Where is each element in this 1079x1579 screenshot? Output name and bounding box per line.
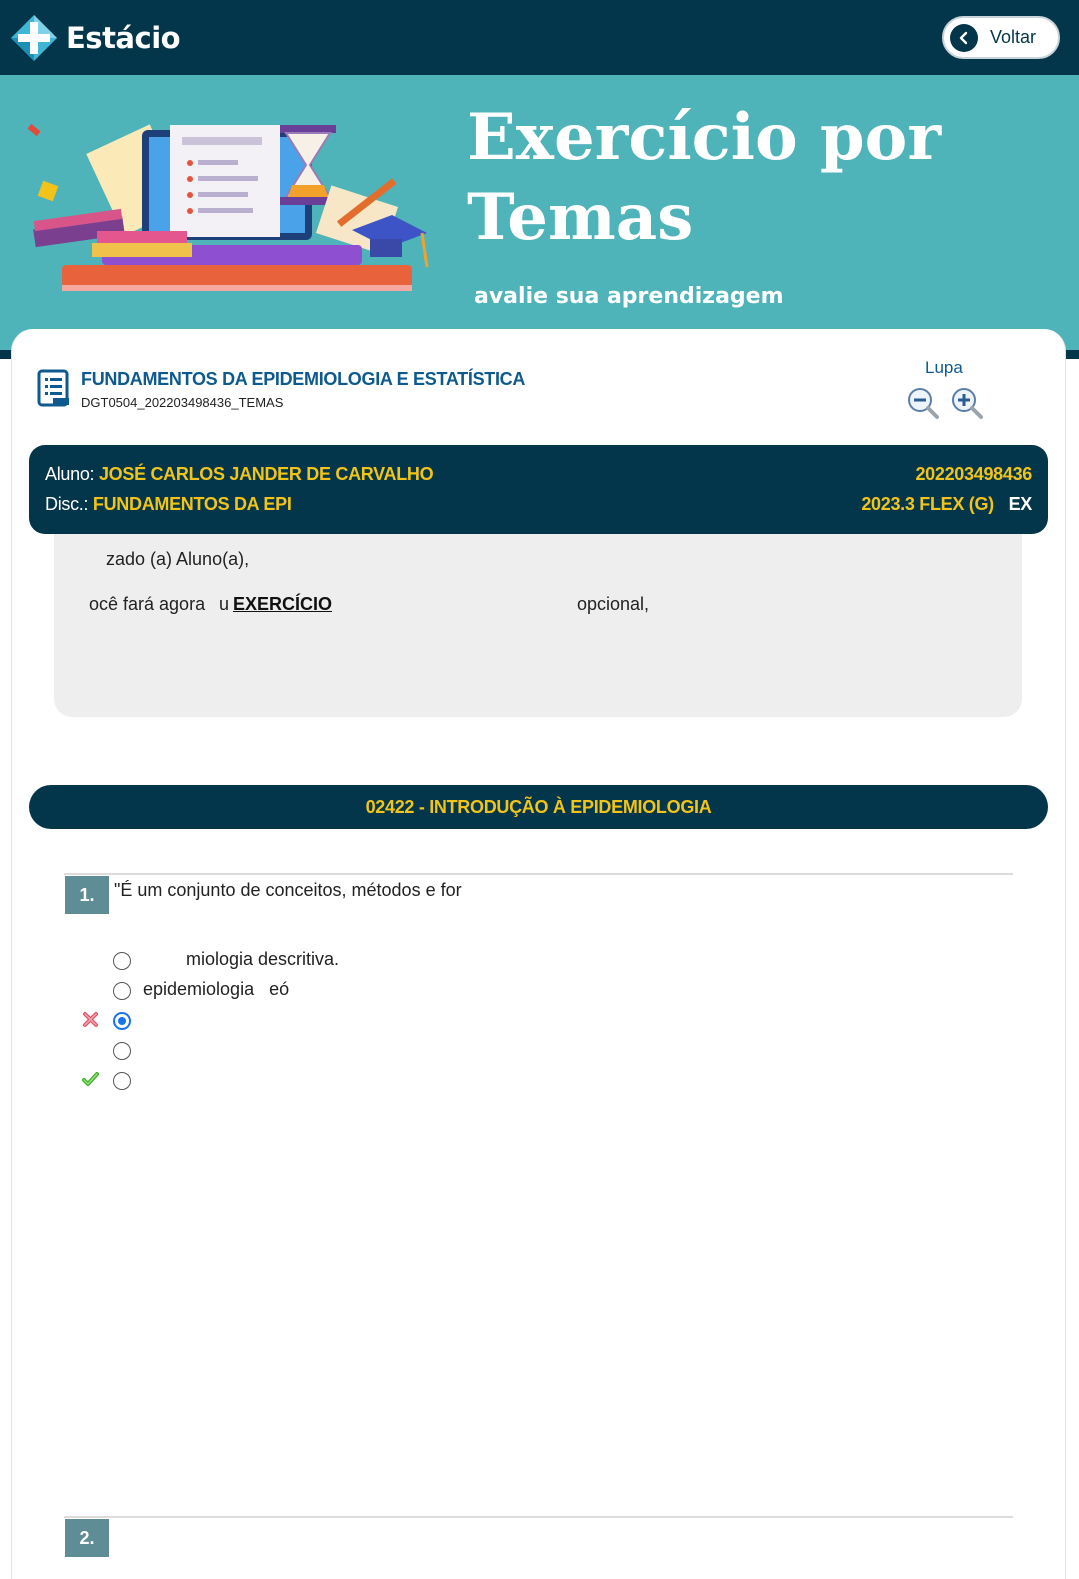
course-code: DGT0504_202203498436_TEMAS <box>81 395 284 410</box>
question-number: 1. <box>65 876 109 914</box>
question-divider <box>64 1516 1013 1518</box>
chevron-left-icon <box>950 24 978 52</box>
zoom-out-icon[interactable] <box>906 386 940 420</box>
topic-header <box>29 785 1048 829</box>
student-registration: 202203498436 <box>915 464 1032 484</box>
instructions-text-b: u <box>219 594 230 614</box>
zoom-in-icon[interactable] <box>950 386 984 420</box>
instructions-greeting: zado (a) Aluno(a), <box>106 549 250 569</box>
option-radio-b[interactable] <box>113 982 131 1000</box>
instructions-box <box>54 534 1022 717</box>
back-button-label: Voltar <box>990 27 1037 47</box>
banner-title: Exercício por Temas <box>467 100 942 255</box>
document-list-icon <box>37 369 71 407</box>
instructions-text-c: opcional, <box>577 594 650 614</box>
question-divider <box>64 873 1013 875</box>
discipline-name: FUNDAMENTOS DA EPI <box>92 494 292 514</box>
top-bar <box>0 0 1079 75</box>
back-button[interactable] <box>942 16 1060 59</box>
study-illustration <box>22 115 452 305</box>
student-info-panel <box>29 445 1048 534</box>
option-text-a: miologia descritiva. <box>186 949 340 969</box>
topic-title: 02422 - INTRODUÇÃO À EPIDEMIOLOGIA <box>365 796 712 817</box>
option-radio-c[interactable] <box>113 1012 131 1030</box>
option-radio-a[interactable] <box>113 952 131 970</box>
option-radio-e[interactable] <box>113 1072 131 1090</box>
student-label: Aluno: <box>45 464 95 484</box>
estacio-logo[interactable] <box>10 14 180 62</box>
question-number: 2. <box>65 1519 109 1557</box>
option-text-b: epidemiologia eó <box>143 979 290 999</box>
magnifier-label: Lupa <box>925 358 963 377</box>
student-name: JOSÉ CARLOS JANDER DE CARVALHO <box>98 464 434 484</box>
period-suffix: EX <box>1008 494 1032 514</box>
student-row <box>45 464 433 485</box>
discipline-label: Disc.: <box>45 494 89 514</box>
red-x-icon <box>82 1011 99 1028</box>
instructions-text-a: ocê fará agora <box>89 594 206 614</box>
question-text: "É um conjunto de conceitos, métodos e for <box>114 880 462 900</box>
course-title: FUNDAMENTOS DA EPIDEMIOLOGIA E ESTATÍSTICA <box>81 369 526 389</box>
estacio-diamond-logo-icon <box>10 14 58 62</box>
option-radio-d[interactable] <box>113 1042 131 1060</box>
period-row <box>861 494 1032 515</box>
logo-text: Estácio <box>66 21 181 55</box>
exercise-link[interactable]: EXERCÍCIO <box>233 594 333 614</box>
period-value: 2023.3 FLEX (G) <box>861 494 994 514</box>
green-check-icon <box>82 1071 99 1087</box>
discipline-row <box>45 494 292 515</box>
banner-subtitle: avalie sua aprendizagem <box>474 284 784 309</box>
